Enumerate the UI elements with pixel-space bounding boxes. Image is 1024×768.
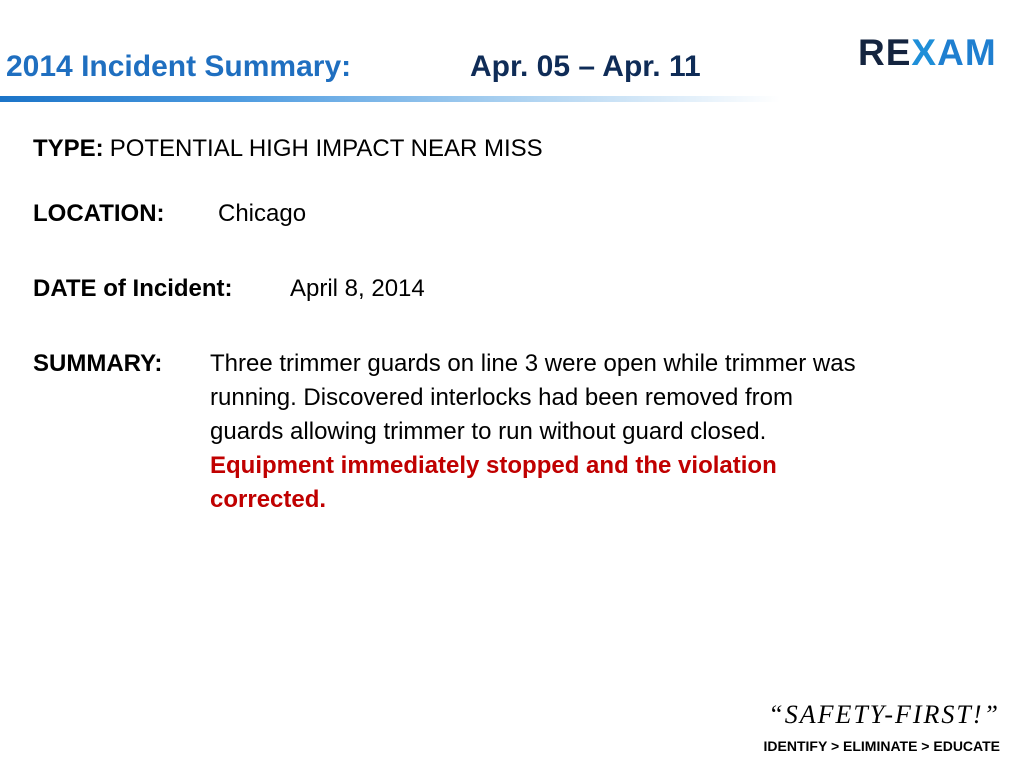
location-value: Chicago (218, 200, 307, 227)
date-range: Apr. 05 – Apr. 11 (470, 50, 701, 83)
safety-tagline: IDENTIFY > ELIMINATE > EDUCATE (763, 738, 1000, 754)
summary-text (210, 347, 1000, 517)
location-field (33, 199, 307, 229)
type-value: POTENTIAL HIGH IMPACT NEAR MISS (109, 135, 543, 162)
summary-line: guards allowing trimmer to run without guard closed. (210, 418, 767, 445)
rexam-logo (858, 30, 1000, 76)
location-label: LOCATION: (33, 200, 165, 227)
logo-text-start: RE (858, 32, 912, 73)
type-label: TYPE: (33, 135, 104, 162)
title-underline (0, 96, 780, 102)
logo-text-x: X (911, 32, 938, 73)
type-field (33, 134, 543, 164)
date-value: April 8, 2014 (290, 275, 425, 302)
logo-text-end: AM (937, 32, 997, 73)
summary-line: running. Discovered interlocks had been removed from (210, 384, 793, 411)
date-label: DATE of Incident: (33, 275, 233, 302)
summary-line: Three trimmer guards on line 3 were open while trimmer was (210, 350, 856, 377)
page-title: 2014 Incident Summary: (6, 50, 352, 83)
summary-highlight-line: Equipment immediately stopped and the violation (210, 452, 777, 479)
summary-label: SUMMARY: (33, 350, 163, 377)
safety-slogan: “SAFETY-FIRST!” (768, 700, 1000, 729)
summary-highlight-line: corrected. (210, 486, 327, 513)
date-field (33, 274, 425, 304)
